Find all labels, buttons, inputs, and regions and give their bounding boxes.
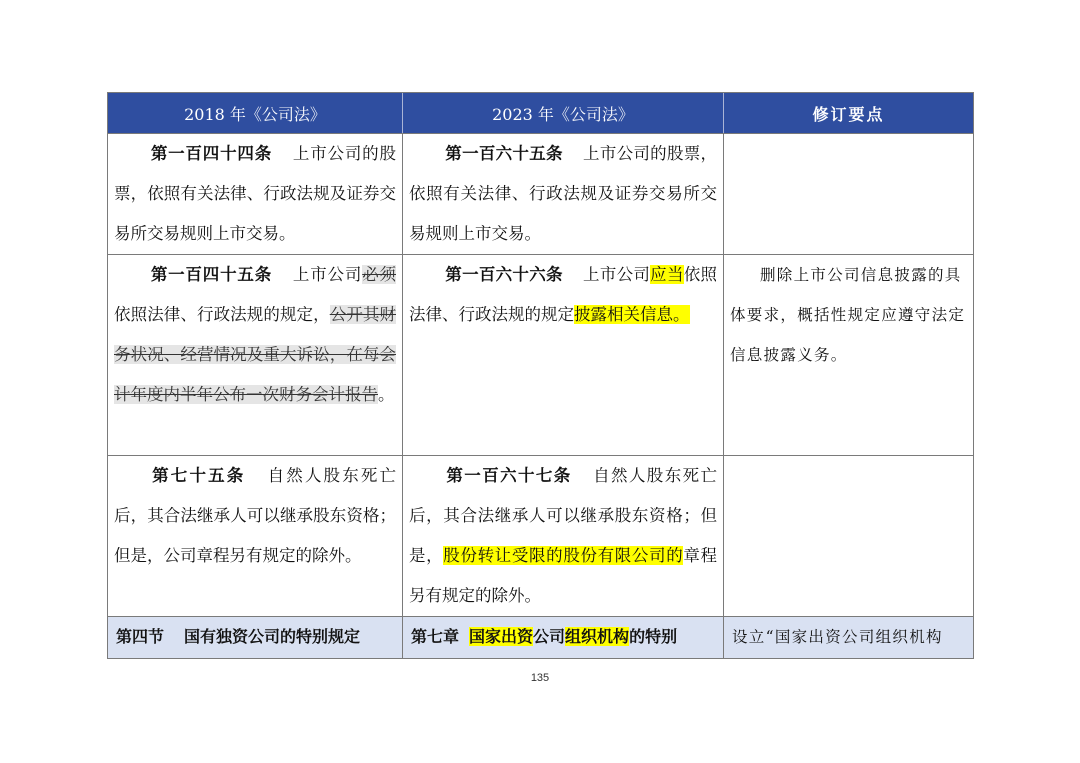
article-title: 第一百六十七条	[445, 466, 572, 485]
article-text: 上市公司	[582, 265, 651, 284]
header-revision-points: 修订要点	[812, 104, 885, 124]
old-law-cell	[108, 456, 403, 616]
chapter-title: 公司	[533, 627, 566, 646]
highlighted-text: 股份转让受限的股份有限公司的	[443, 546, 684, 565]
section-title: 国有独资公司的特别规定	[184, 627, 361, 646]
section-number: 第四节	[116, 627, 165, 646]
article-text: 上市公司的股票，依照有关法律、行政法规及证券交易所交易规则上市交易。	[114, 144, 397, 243]
revision-note-cell	[724, 456, 973, 616]
new-law-cell	[403, 456, 724, 616]
article-text: 依照法律、行政法规的规定	[409, 265, 717, 324]
article-text: 上市公司的股票，依照有关法律、行政法规及证券交易所交易规则上市交易。	[409, 144, 717, 243]
old-section-cell	[108, 617, 403, 658]
chapter-title: 的特别	[629, 627, 678, 646]
revision-note: 删除上市公司信息披露的具体要求，概括性规定应遵守法定信息披露义务。	[730, 266, 966, 364]
article-text: 上市公司	[292, 265, 363, 284]
deleted-text: 必须	[362, 265, 397, 284]
old-law-cell	[108, 255, 403, 455]
old-law-cell	[108, 134, 403, 254]
highlighted-text: 国家出资	[469, 627, 534, 646]
highlighted-text: 披露相关信息。	[574, 305, 690, 324]
new-law-cell	[403, 134, 724, 254]
table-header-row	[108, 93, 973, 134]
header-2023: 2023 年《公司法》	[403, 93, 724, 133]
page-number: 135	[530, 672, 550, 684]
comparison-table	[107, 92, 974, 659]
table-row	[108, 255, 973, 456]
table-row	[108, 134, 973, 255]
article-title: 第一百六十五条	[445, 144, 563, 163]
revision-note-cell	[724, 255, 973, 455]
article-text: 依照法律、行政法规的规定，	[114, 305, 330, 324]
article-title: 第一百六十六条	[445, 265, 563, 284]
article-title: 第一百四十四条	[150, 144, 273, 163]
article-title: 第七十五条	[150, 466, 246, 485]
highlighted-text: 组织机构	[565, 627, 630, 646]
chapter-number: 第七章	[411, 627, 460, 646]
revision-note-cell	[724, 617, 973, 658]
revision-note: 设立“国家出资公司组织机构	[732, 628, 943, 646]
article-title: 第一百四十五条	[150, 265, 273, 284]
article-text: 自然人股东死亡后，其合法继承人可以继承股东资格；但是，	[409, 466, 718, 565]
highlighted-text: 应当	[650, 265, 684, 284]
deleted-text: 公开其财务状况、经营情况及重大诉讼，在每会计年度内半年公布一次财务会计报告	[114, 305, 396, 404]
new-law-cell	[403, 255, 724, 455]
article-text: 自然人股东死亡后，其合法继承人可以继承股东资格；但是，公司章程另有规定的除外。	[114, 466, 397, 565]
new-chapter-cell	[403, 617, 724, 658]
article-text: 。	[378, 385, 395, 404]
header-2018: 2018 年《公司法》	[108, 93, 403, 133]
section-heading-row	[108, 617, 973, 658]
table-row	[108, 456, 973, 617]
revision-note-cell	[724, 134, 973, 254]
article-text: 章程另有规定的除外。	[409, 546, 718, 605]
